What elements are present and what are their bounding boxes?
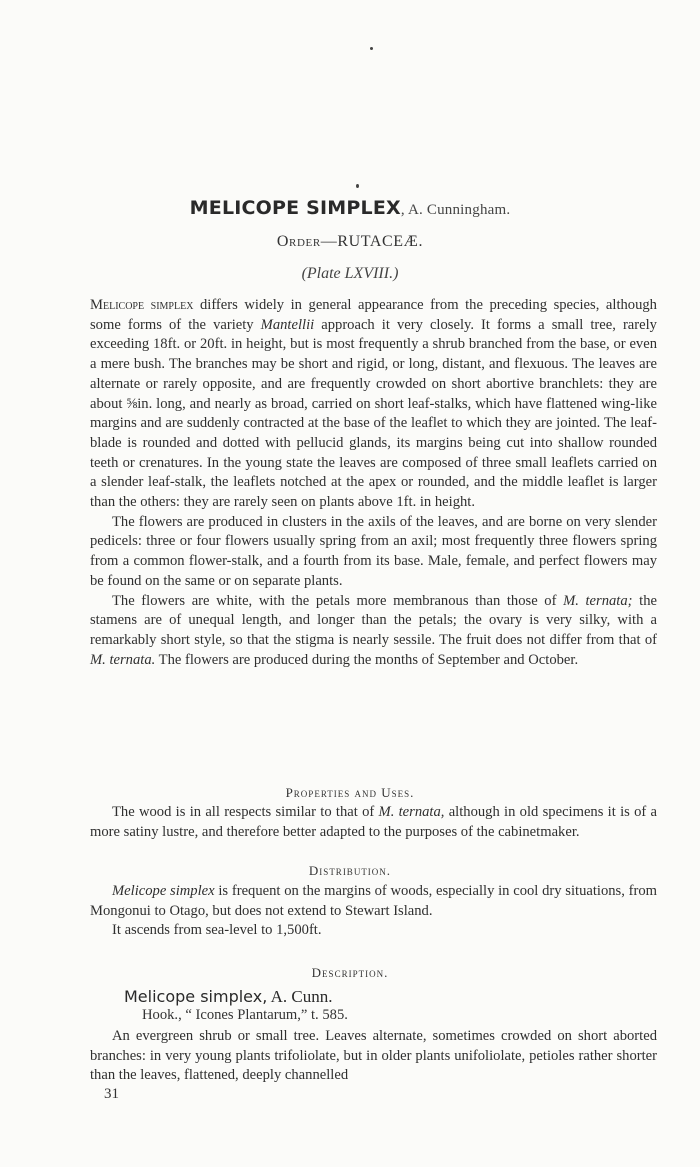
variety-name: Mantellii [260, 316, 315, 333]
paragraph: It ascends from sea-level to 1,500ft. [112, 922, 322, 939]
properties-heading: Properties and Uses. [285, 785, 415, 800]
distribution-text [90, 882, 657, 941]
distribution-heading: Distribution. [308, 863, 392, 878]
text-run: The flowers are white, with the petals more membranous than those of [112, 592, 564, 609]
species-ref: M. ternata, [378, 804, 445, 820]
paragraph [90, 882, 657, 921]
species-name: MELICOPE SIMPLEX [189, 197, 401, 219]
plate-reference: (Plate LXVIII.) [301, 265, 399, 282]
species-title [0, 197, 700, 219]
page-number: 31 [104, 1086, 119, 1102]
properties-text [90, 803, 657, 842]
description-text [90, 1027, 657, 1086]
paragraph [90, 803, 657, 842]
text-run: is frequent on the margins of woods, especially in cool dry situations, from Mongonui to Otago, but does not extend to Stewart Island. [90, 883, 657, 919]
species-author: , A. Cunningham. [400, 202, 511, 218]
text-run: The wood is in all respects similar to that of [112, 804, 379, 820]
text-run: differs widely in general appearance from the preceding species, although some forms of the variety [90, 297, 657, 333]
paragraph [90, 296, 657, 513]
ink-speck [370, 47, 373, 50]
intro-text [90, 296, 657, 670]
ink-speck [356, 184, 359, 188]
literature-reference: Hook., “ Icones Plantarum,” t. 585. [142, 1007, 348, 1023]
text-run: The flowers are produced during the months of September and October. [155, 651, 579, 668]
text-run: although in old specimens it is of a more satiny lustre, and therefore better adapted to the purposes of the cabinetmaker. [90, 804, 658, 840]
paragraph: The flowers are produced in clusters in the axils of the leaves, and are borne on very slender pedicels: three or four flowers usually spring from an axil; most frequently three flowers spring from a common flower-stalk, and a fourth from its base. Male, female, and perfect flowers may be found on the same or on separate plants. [90, 513, 657, 589]
text-run: approach it very closely. It forms a small tree, rarely exceeding 18ft. or 20ft. in height, but is most frequently a shrub branched from the base, or even a mere bush. The branches may be short and rigid, or long, distant, and flexuous. The leaves are alternate or rarely opposite, and are frequently crowded on short abortive branchlets: they are about ⅝in. long, and nearly as broad, carried on short leaf-stalks, which have flattened wing-like margins and are suddenly contracted at the base of the leaflet to which they are jointed. The leaf-blade is rounded and dotted with pellucid glands, its margins being cut into shallow rounded teeth or crenatures. In the young state the leaves are composed of three small leaflets carried on a slender leaf-stalk, the leaflets notched at the apex or rounded, and the middle leaflet is larger than the others: they are rarely seen on plants above 1ft. in height. [90, 316, 657, 511]
description-species [124, 987, 332, 1007]
paragraph [90, 592, 657, 671]
order-name: —RUTACEÆ. [320, 233, 424, 250]
paragraph: An evergreen shrub or small tree. Leaves alternate, sometimes crowded on short aborted branches: in very young plants trifoliolate, but in older plants unifoliolate, petioles rather shorter than the leaves, flattened, deeply channelled [90, 1028, 657, 1084]
description-heading: Description. [311, 965, 389, 980]
lead-name: Melicope simplex [90, 297, 194, 313]
species-ref: M. ternata; [563, 592, 633, 609]
description-author: A. Cunn. [267, 987, 333, 1006]
order-prefix: Order [276, 233, 321, 250]
description-name: Melicope simplex, [124, 987, 268, 1006]
text-run: the stamens are of unequal length, and longer than the petals; the ovary is very silky, with a remarkably short style, so that the stigma is nearly sessile. The fruit does not differ from that of [90, 592, 657, 648]
species-ref: Melicope simplex [112, 883, 215, 899]
order-line [0, 233, 700, 251]
species-ref: M. ternata. [90, 651, 156, 668]
